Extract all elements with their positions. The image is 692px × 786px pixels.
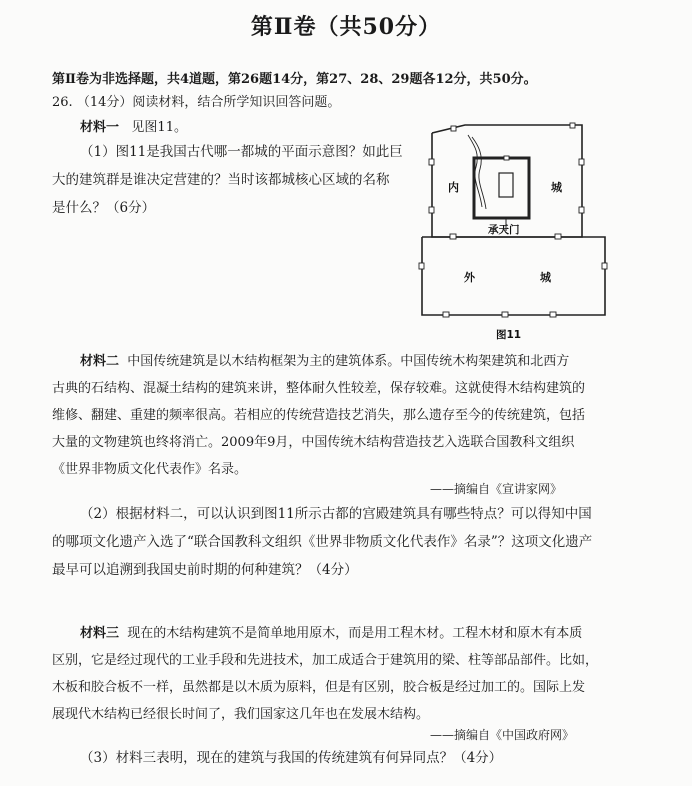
gate-marker [429,159,434,165]
forbidden-city-inner [499,173,513,197]
material-3-line: 展现代木结构已经很长时间了，我们国家这几年也在发展木结构。 [52,707,430,722]
gate-marker [451,126,456,131]
gate-marker [419,263,424,269]
palace-area [474,158,529,218]
gate-marker [570,123,575,128]
question-1-line: 是什么？（6分） [52,200,156,216]
material-3-source: ——摘编自《中国政府网》 [430,728,575,742]
gate-marker [429,207,434,213]
gate-marker [450,234,456,239]
question-3: （3）材料三表明，现在的建筑与我国的传统建筑有何异同点？（4分） [80,750,503,766]
question-2-line: （2）根据材料二，可以认识到图11所示古都的宫殿建筑具有哪些特点？可以得知中国 [80,506,592,522]
figure-11-city-plan [410,115,610,345]
material-1-label: 材料一 [80,120,120,135]
gate-marker [602,263,607,269]
section-intro: 第Ⅱ卷为非选择题，共4道题，第26题14分，第27、28、29题各12分，共50分。 [52,72,537,87]
gate-marker [550,312,556,317]
gate-marker [579,159,584,165]
material-3-line: 区别，它是经过现代的工业手段和先进技术，加工成适合于建筑用的梁、柱等部品部件。比如， [52,653,599,668]
gate-marker [504,156,509,160]
question-1-line: 大的建筑群是谁决定营建的？当时该都城核心区域的名称 [52,172,390,188]
material-3-line: 木板和胶合板不一样，虽然都是以木质为原料，但是有区别，胶合板是经过加工的。国际上发 [52,680,586,695]
material-1 [80,118,187,138]
label-outer-right: 城 [540,271,551,284]
question-1-line: （1）图11是我国古代哪一都城的平面示意图？如此巨 [80,144,403,160]
material-2 [52,348,642,483]
question-2-line: 的哪项文化遗产入选了“联合国教科文组织《世界非物质文化代表作》名录”？这项文化遗产 [52,534,593,550]
gate-marker [555,234,561,239]
gate-marker [579,207,584,213]
material-2-line: 材料二 中国传统建筑是以木结构框架为主的建筑体系。中国传统木构架建筑和北西方 [80,354,570,369]
question-26-header [52,93,340,113]
material-1-text: 见图11。 [131,120,187,135]
material-2-source: ——摘编自《宣讲家网》 [430,482,563,496]
material-2-line: 《世界非物质文化代表作》名录。 [52,462,248,477]
material-2-line: 古典的石结构、混凝土结构的建筑来讲，整体耐久性较差，保存较难。这就使得木结构建筑的 [52,381,586,396]
question-1 [52,138,412,222]
question-2 [52,500,642,584]
figure-caption: 图11 [496,329,522,341]
question-2-line: 最早可以追溯到我国史前时期的何种建筑？（4分） [52,562,358,578]
question-instruction: 阅读材料，结合所学知识回答问题。 [132,95,341,110]
material-3-line: 材料三 现在的木结构建筑不是简单地用原木，而是用工程木材。工程木材和原木有本质 [80,626,583,641]
question-score: （14分） [76,95,133,110]
label-inner-left: 内 [448,181,459,194]
material-2-line: 维修、翻建、重建的频率很高。若相应的传统营造技艺消失，那么遗存至今的传统建筑，包括 [52,408,586,423]
question-number: 26. [52,95,73,110]
gate-marker [443,312,449,317]
label-inner-right: 城 [551,181,562,194]
material-2-line: 大量的文物建筑也终将消亡。2009年9月，中国传统木结构营造技艺入选联合国教科文组织 [52,435,575,450]
gate-marker [502,312,508,317]
section-title: 第Ⅱ卷（共50分） [250,14,442,40]
outer-city-wall [422,237,605,315]
city-plan-map [410,115,610,345]
material-3 [52,620,642,728]
label-outer-left: 外 [464,271,475,284]
material-2-label: 材料二 [80,354,120,369]
material-3-label: 材料三 [80,626,120,641]
label-gate: 承天门 [488,224,520,236]
